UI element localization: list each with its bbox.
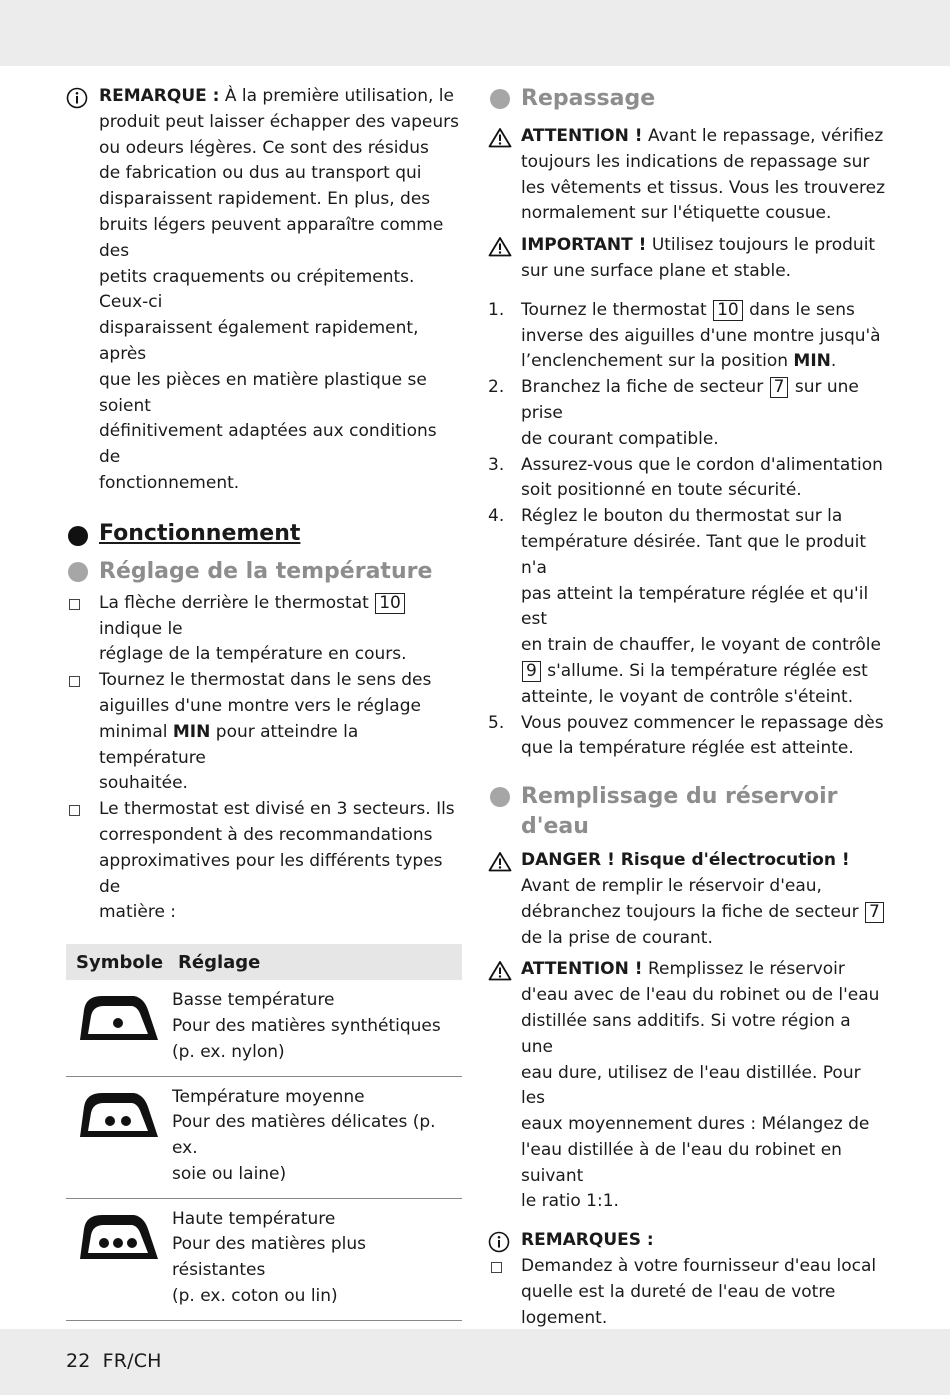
bullet-dot-icon bbox=[68, 526, 88, 546]
table-row: Haute température Pour des matières plus résistantes (p. ex. coton ou lin) bbox=[66, 1198, 462, 1320]
list-item: Tournez le thermostat dans le sens des aiguilles d'une montre vers le réglage minimal MIN pour atteindre la température souhaitée. bbox=[66, 668, 462, 797]
warning-triangle-icon bbox=[488, 127, 512, 148]
subheading-repassage: Repassage bbox=[488, 84, 888, 114]
checkbox-bullet-icon bbox=[69, 676, 80, 687]
list-item: Le thermostat est divisé en 3 secteurs. Ils correspondent à des recommandations approximatives pour les différents types de matière : bbox=[66, 797, 462, 926]
list-item: Demandez à votre fournisseur d'eau local quelle est la dureté de l'eau de votre logement. bbox=[488, 1254, 888, 1331]
checkbox-bullet-icon bbox=[69, 599, 80, 610]
subheading-remplissage: Remplissage du réservoir d'eau bbox=[488, 782, 888, 842]
list-item: La flèche derrière le thermostat 10 indique le réglage de la température en cours. bbox=[66, 591, 462, 668]
important-warning: IMPORTANT ! Utilisez toujours le produit sur une surface plane et stable. bbox=[488, 233, 888, 285]
subheading-reglage: Réglage de la température bbox=[66, 557, 462, 587]
list-item: 1. Tournez le thermostat 10 dans le sens inverse des aiguilles d'une montre jusqu'à l’enclenchement sur la position MIN. bbox=[488, 299, 881, 372]
checkbox-bullet-icon bbox=[69, 805, 80, 816]
info-icon bbox=[488, 1231, 510, 1253]
list-item: 3. Assurez-vous que le cordon d'alimentation soit positionné en toute sécurité. bbox=[488, 454, 883, 501]
attention-warning: ATTENTION ! Avant le repassage, vérifiez toujours les indications de repassage sur les vêtements et tissus. Vous les trouverez normalement sur l'étiquette cousue. bbox=[488, 124, 888, 227]
steps-list bbox=[488, 298, 888, 762]
iron-one-dot-icon bbox=[74, 988, 162, 1048]
table-header-reglage: Réglage bbox=[172, 944, 462, 980]
danger-warning: DANGER ! Risque d'électrocution ! Avant de remplir le réservoir d'eau, débranchez toujours la fiche de secteur 7 de la prise de courant. bbox=[488, 848, 888, 951]
note-label: REMARQUE : bbox=[99, 86, 220, 106]
language-code: FR/CH bbox=[102, 1350, 162, 1372]
warning-triangle-icon bbox=[488, 960, 512, 981]
list-item: 4. Réglez le bouton du thermostat sur la température désirée. Tant que le produit n'a pas atteint la température réglée et qu'il est en train de chauffer, le voyant de contrôle 9 s'allume. Si la température réglée est atteinte, le voyant de contrôle s'éteint. bbox=[488, 506, 881, 707]
remarques-note: REMARQUES : bbox=[488, 1228, 888, 1254]
page-number: 22 bbox=[66, 1350, 91, 1372]
list-item: 2. Branchez la fiche de secteur 7 sur une prise de courant compatible. bbox=[488, 377, 859, 449]
left-column bbox=[66, 84, 462, 1395]
table-header bbox=[66, 944, 462, 980]
section-heading-fonctionnement: Fonctionnement bbox=[66, 521, 462, 551]
attention-warning: ATTENTION ! Remplissez le réservoir d'eau avec de l'eau du robinet ou de l'eau distillée sans additifs. Si votre région a une eau dure, utilisez de l'eau distillée. Pour les eaux moyennement dures : Mélangez de l'eau distillée à de l'eau du robinet en suivant le ratio 1:1. bbox=[488, 957, 888, 1215]
right-column bbox=[488, 84, 888, 1383]
part-number-box: 10 bbox=[375, 593, 405, 614]
remarque-note: REMARQUE : À la première utilisation, le produit peut laisser échapper des vapeurs ou odeurs légères. Ce sont des résidus de fabrication ou dus au transport qui disparaissent rapidement. En plus, des bruits légers peuvent apparaître comme des petits craquements ou crépitements. Ceux-ci disparaissent également rapidement, après que les pièces en matière plastique se soient définitivement adaptées aux conditions de fonctionnement. bbox=[66, 84, 462, 497]
page-footer bbox=[66, 1350, 162, 1372]
checkbox-bullet-icon bbox=[491, 1262, 502, 1273]
warning-triangle-icon bbox=[488, 236, 512, 257]
temperature-table bbox=[66, 944, 462, 1395]
table-row: Température moyenne Pour des matières délicates (p. ex. soie ou laine) bbox=[66, 1076, 462, 1198]
bullet-dot-icon bbox=[490, 787, 510, 807]
part-number-box: 7 bbox=[770, 377, 789, 398]
part-number-box: 10 bbox=[713, 300, 743, 321]
warning-triangle-icon bbox=[488, 851, 512, 872]
iron-three-dots-icon bbox=[74, 1207, 162, 1267]
iron-two-dots-icon bbox=[74, 1085, 162, 1145]
header-band bbox=[0, 0, 950, 66]
part-number-box: 7 bbox=[865, 902, 884, 923]
info-icon bbox=[66, 87, 88, 109]
table-row: Basse température Pour des matières synthétiques (p. ex. nylon) bbox=[66, 980, 462, 1076]
bullet-dot-icon bbox=[68, 562, 88, 582]
list-item: 5. Vous pouvez commencer le repassage dès que la température réglée est atteinte. bbox=[488, 712, 884, 759]
table-header-symbole: Symbole bbox=[66, 944, 172, 980]
part-number-box: 9 bbox=[522, 661, 541, 682]
bullet-dot-icon bbox=[490, 89, 510, 109]
